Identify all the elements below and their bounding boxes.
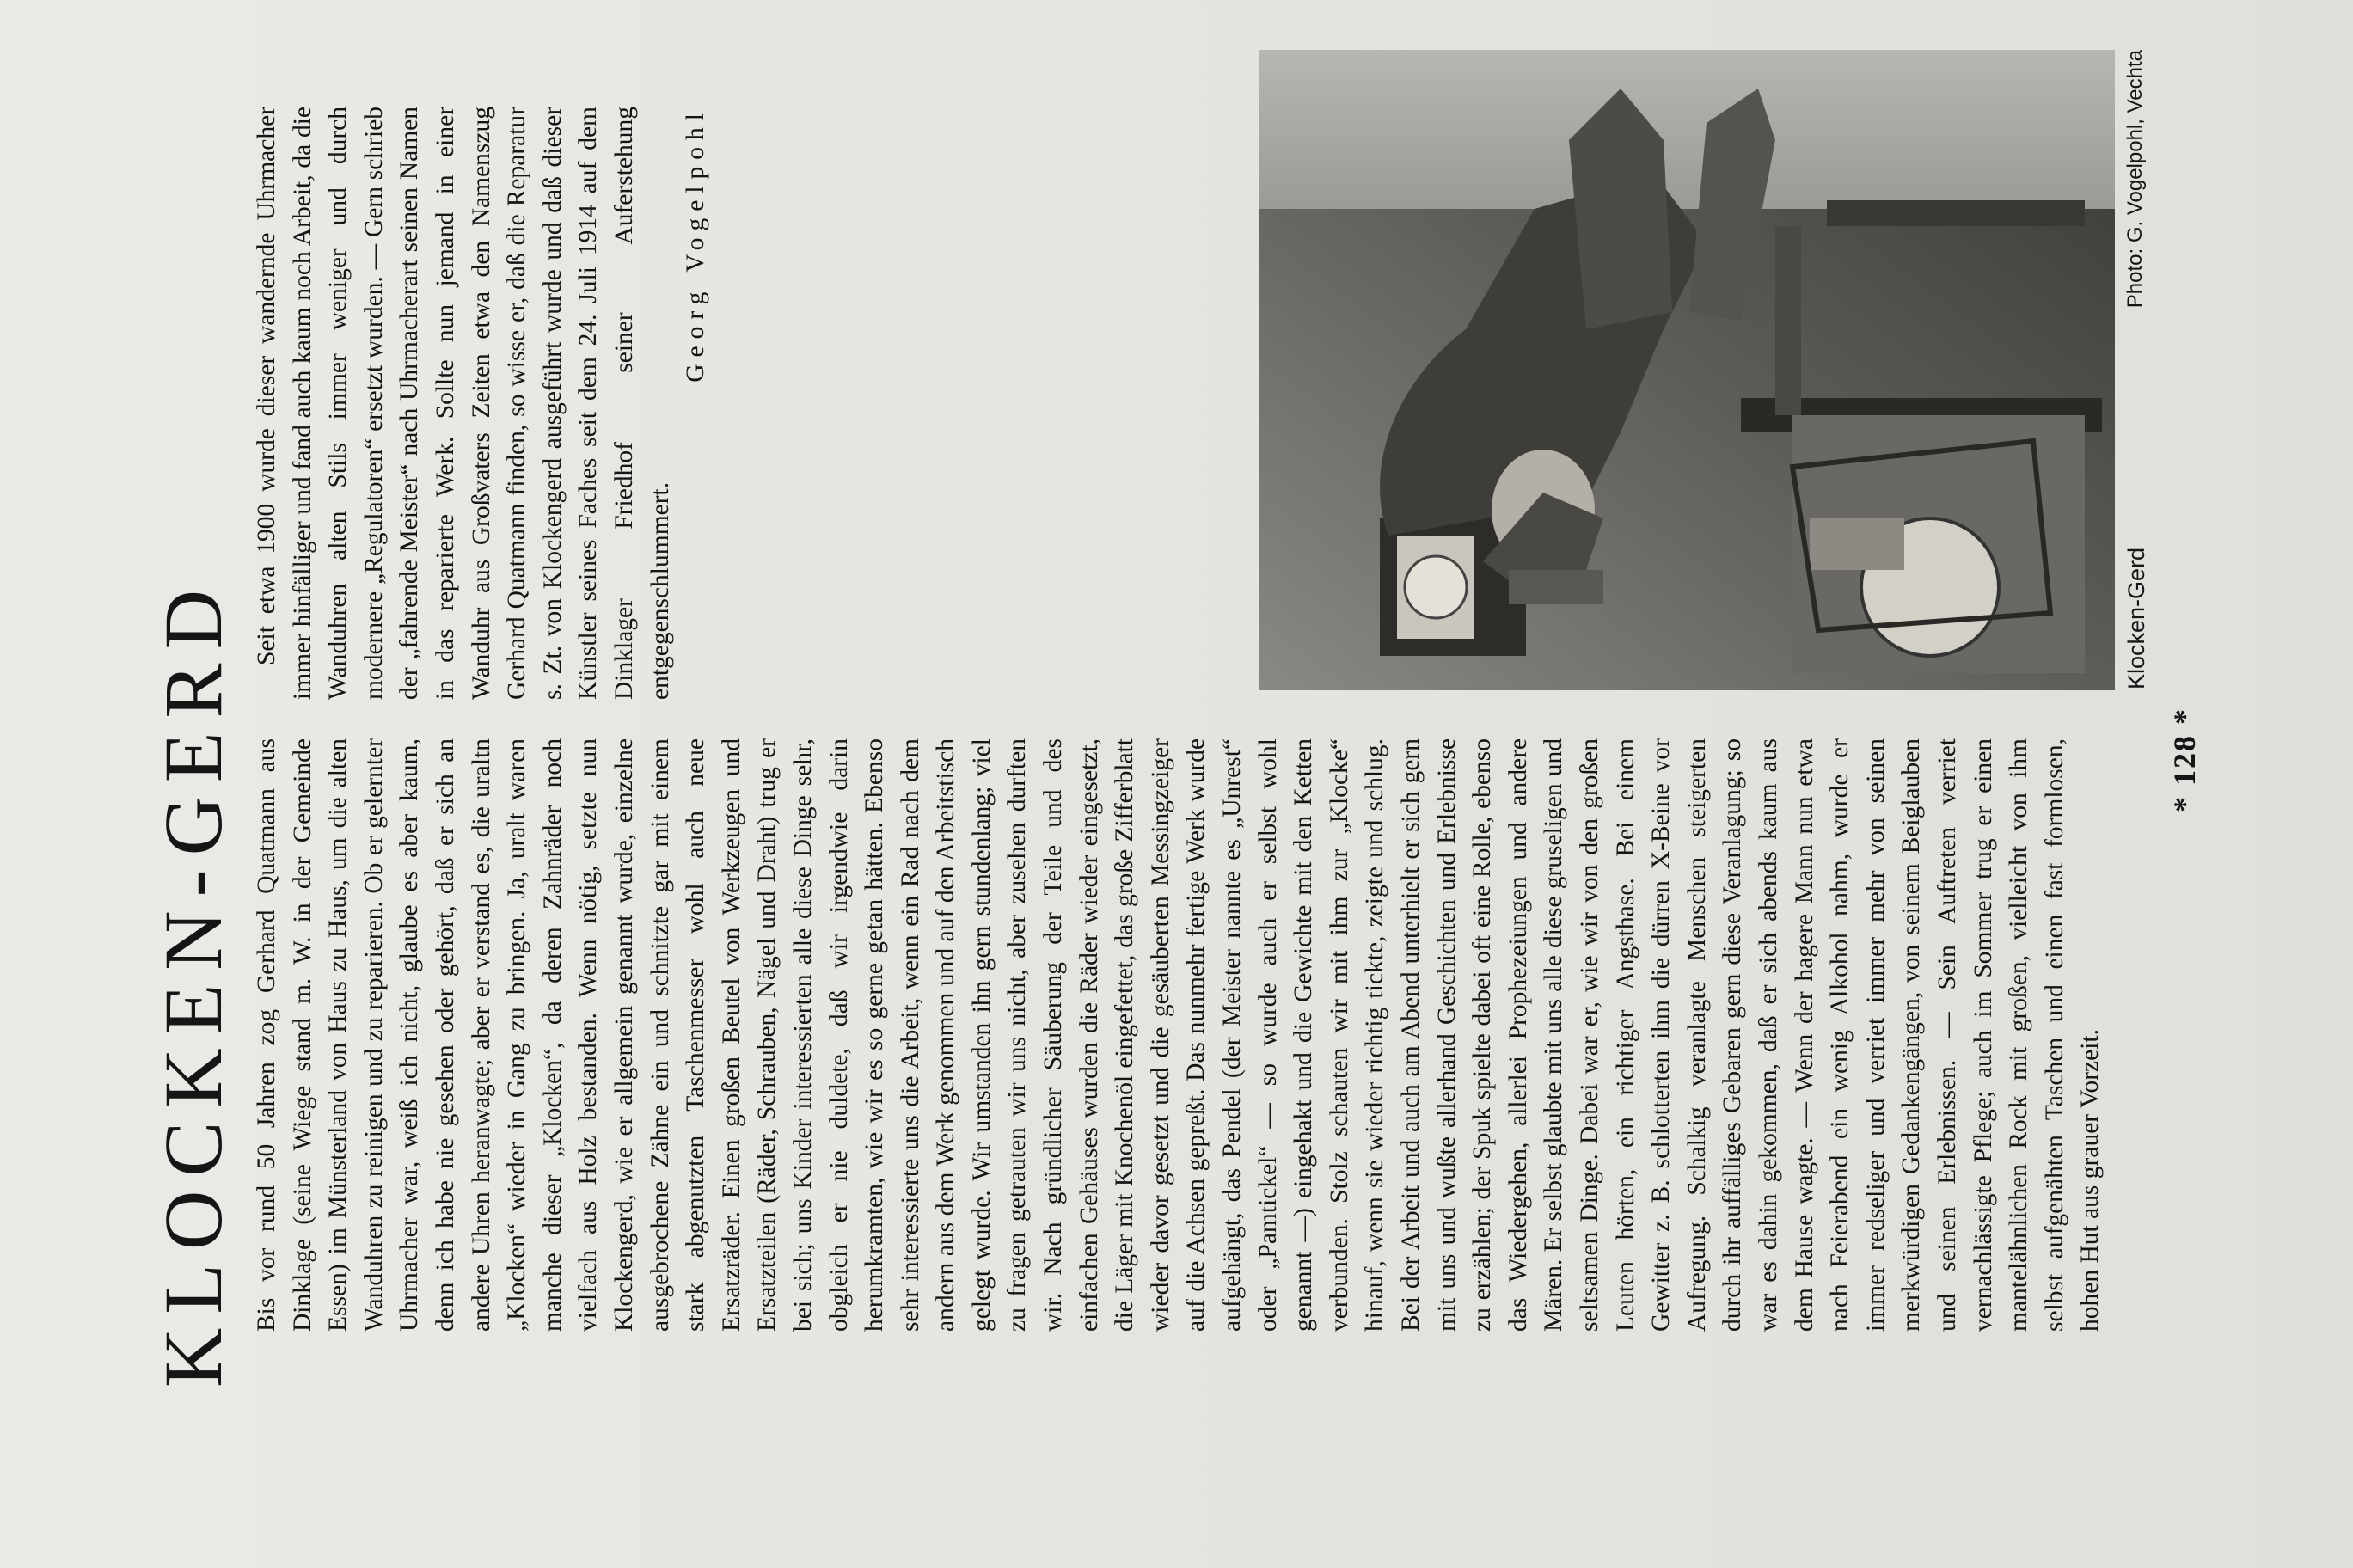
photo-clockmaker <box>1259 50 2115 690</box>
photo-caption: Klocken-Gerd <box>2123 547 2149 689</box>
page-number: * 128 * <box>2167 707 2202 812</box>
article-title: KLOCKEN-GERD <box>147 576 239 1387</box>
photo-credit: Photo: G. Vogelpohl, Vechta <box>2123 50 2147 309</box>
author-signature: Georg Vogelpohl <box>682 107 710 383</box>
article-paragraph-1: Bis vor rund 50 Jahren zog Gerhard Quatmann aus Dinklage (seine Wiege stand m. W. in der Gemeinde Essen) im Münsterland von Haus zu Haus, um die alten Wanduhren zu reinigen und zu reparieren. Ob er gelernter Uhrmacher war, weiß ich nicht, glaube es aber kaum, denn ich habe nie gesehen oder gehört, daß er sich an andere Uhren heranwagte; aber er verstand es, die uraltn „Klocken“ wieder in Gang zu bringen. Ja, uralt waren manche dieser „Klocken“, da deren Zahnräder noch vielfach aus Holz bestanden. Wenn nötig, setzte nun Klockengerd, wie er allgemein genannt wurde, einzelne ausgebrochene Zähne ein und schnitzte gar mit einem stark abgenutzten Taschenmesser wohl auch neue Ersatzräder. Einen großen Beutel von Werkzeugen und Ersatzteilen (Räder, Schrauben, Nägel und Draht) trug er bei sich; uns Kinder interessierten alle diese Dinge sehr, obgleich er nie duldete, daß wir irgendwie darin herumkramten, wie wir es so gerne getan hätten. Ebenso sehr interessierte uns die Arbeit, wenn ein Rad nach dem andern aus dem Werk genommen und auf den Arbeitstisch gelegt wurde. Wir umstanden ihn gern stundenlang; viel zu fragen getrauten wir uns nicht, aber zusehen durften wir. Nach gründlicher Säuberung der Teile und des einfachen Gehäuses wurden die Räder wieder eingesetzt, die Läger mit Knochenöl eingefettet, das große Zifferblatt wieder davor gesetzt und die gesäuberten Messingzeiger auf die Achsen gepreßt. Das nunmehr fertige Werk wurde aufgehängt, das Pendel (der Meister nannte es „Unrest“ oder „Pamtickel“ — so wurde auch er selbst wohl genannt —) eingehakt und die Gewichte mit den Ketten verbunden. Stolz schauten wir mit ihm zur „Klocke“ hinauf, wenn sie wieder richtig tickte, zeigte und schlug. Bei der Arbeit und auch am Abend unterhielt er sich gern mit uns und wußte allerhand Geschichten und Erlebnisse zu erzählen; der Spuk spielte dabei oft eine Rolle, ebenso das Wiedergehen, allerlei Prophezeiungen und andere Mären. Er selbst glaubte mit uns alle diese gruseligen und seltsamen Dinge. Dabei war er, wie wir von den großen Leuten hörten, ein richtiger Angsthase. Bei einem Gewitter z. B. schlotterten ihm die dürren X-Beine vor Aufregung. Schalkig veranlagte Menschen steigerten durch ihr auffälliges Gebaren gern diese Veranlagung; so war es dahin gekommen, daß er sich abends kaum aus dem Hause wagte. — Wenn der hagere Mann nun etwa nach Feierabend ein wenig Alkohol nahm, wurde er immer redseliger und verriet immer mehr von seinen merkwürdigen Gedankengängen, von seinem Beiglauben und seinen Erlebnissen. — Sein Auftreten verriet vernachlässigte Pflege; auch im Sommer trug er einen mantelähnlichen Rock mit großen, vielleicht von ihm selbst aufgenähten Taschen und einen fast formlosen, hohen Hut aus grauer Vorzeit. <box>253 738 2105 1332</box>
article-text-column-2 <box>249 107 1195 700</box>
photo-illustration <box>1259 50 2115 690</box>
article-text-column-1 <box>249 738 2105 1332</box>
article-paragraph-2: Seit etwa 1900 wurde dieser wandernde Uhrmacher immer hinfälliger und fand auch kaum noch Arbeit, da die Wanduhren alten Stils immer weniger und durch modernere „Regulatoren“ ersetzt wurden. — Gern schrieb der „fahrende Meister“ nach Uhrmacherart seinen Namen in das reparierte Werk. Sollte nun jemand in einer Wanduhr aus Großvaters Zeiten etwa den Namenszug Gerhard Quatmann finden, so wisse er, daß die Reparatur s. Zt. von Klockengerd ausgeführt wurde und daß dieser Künstler seines Faches seit dem 24. Juli 1914 auf dem Dinklager Friedhof seiner Auferstehung entgegenschlummert. <box>253 107 674 700</box>
